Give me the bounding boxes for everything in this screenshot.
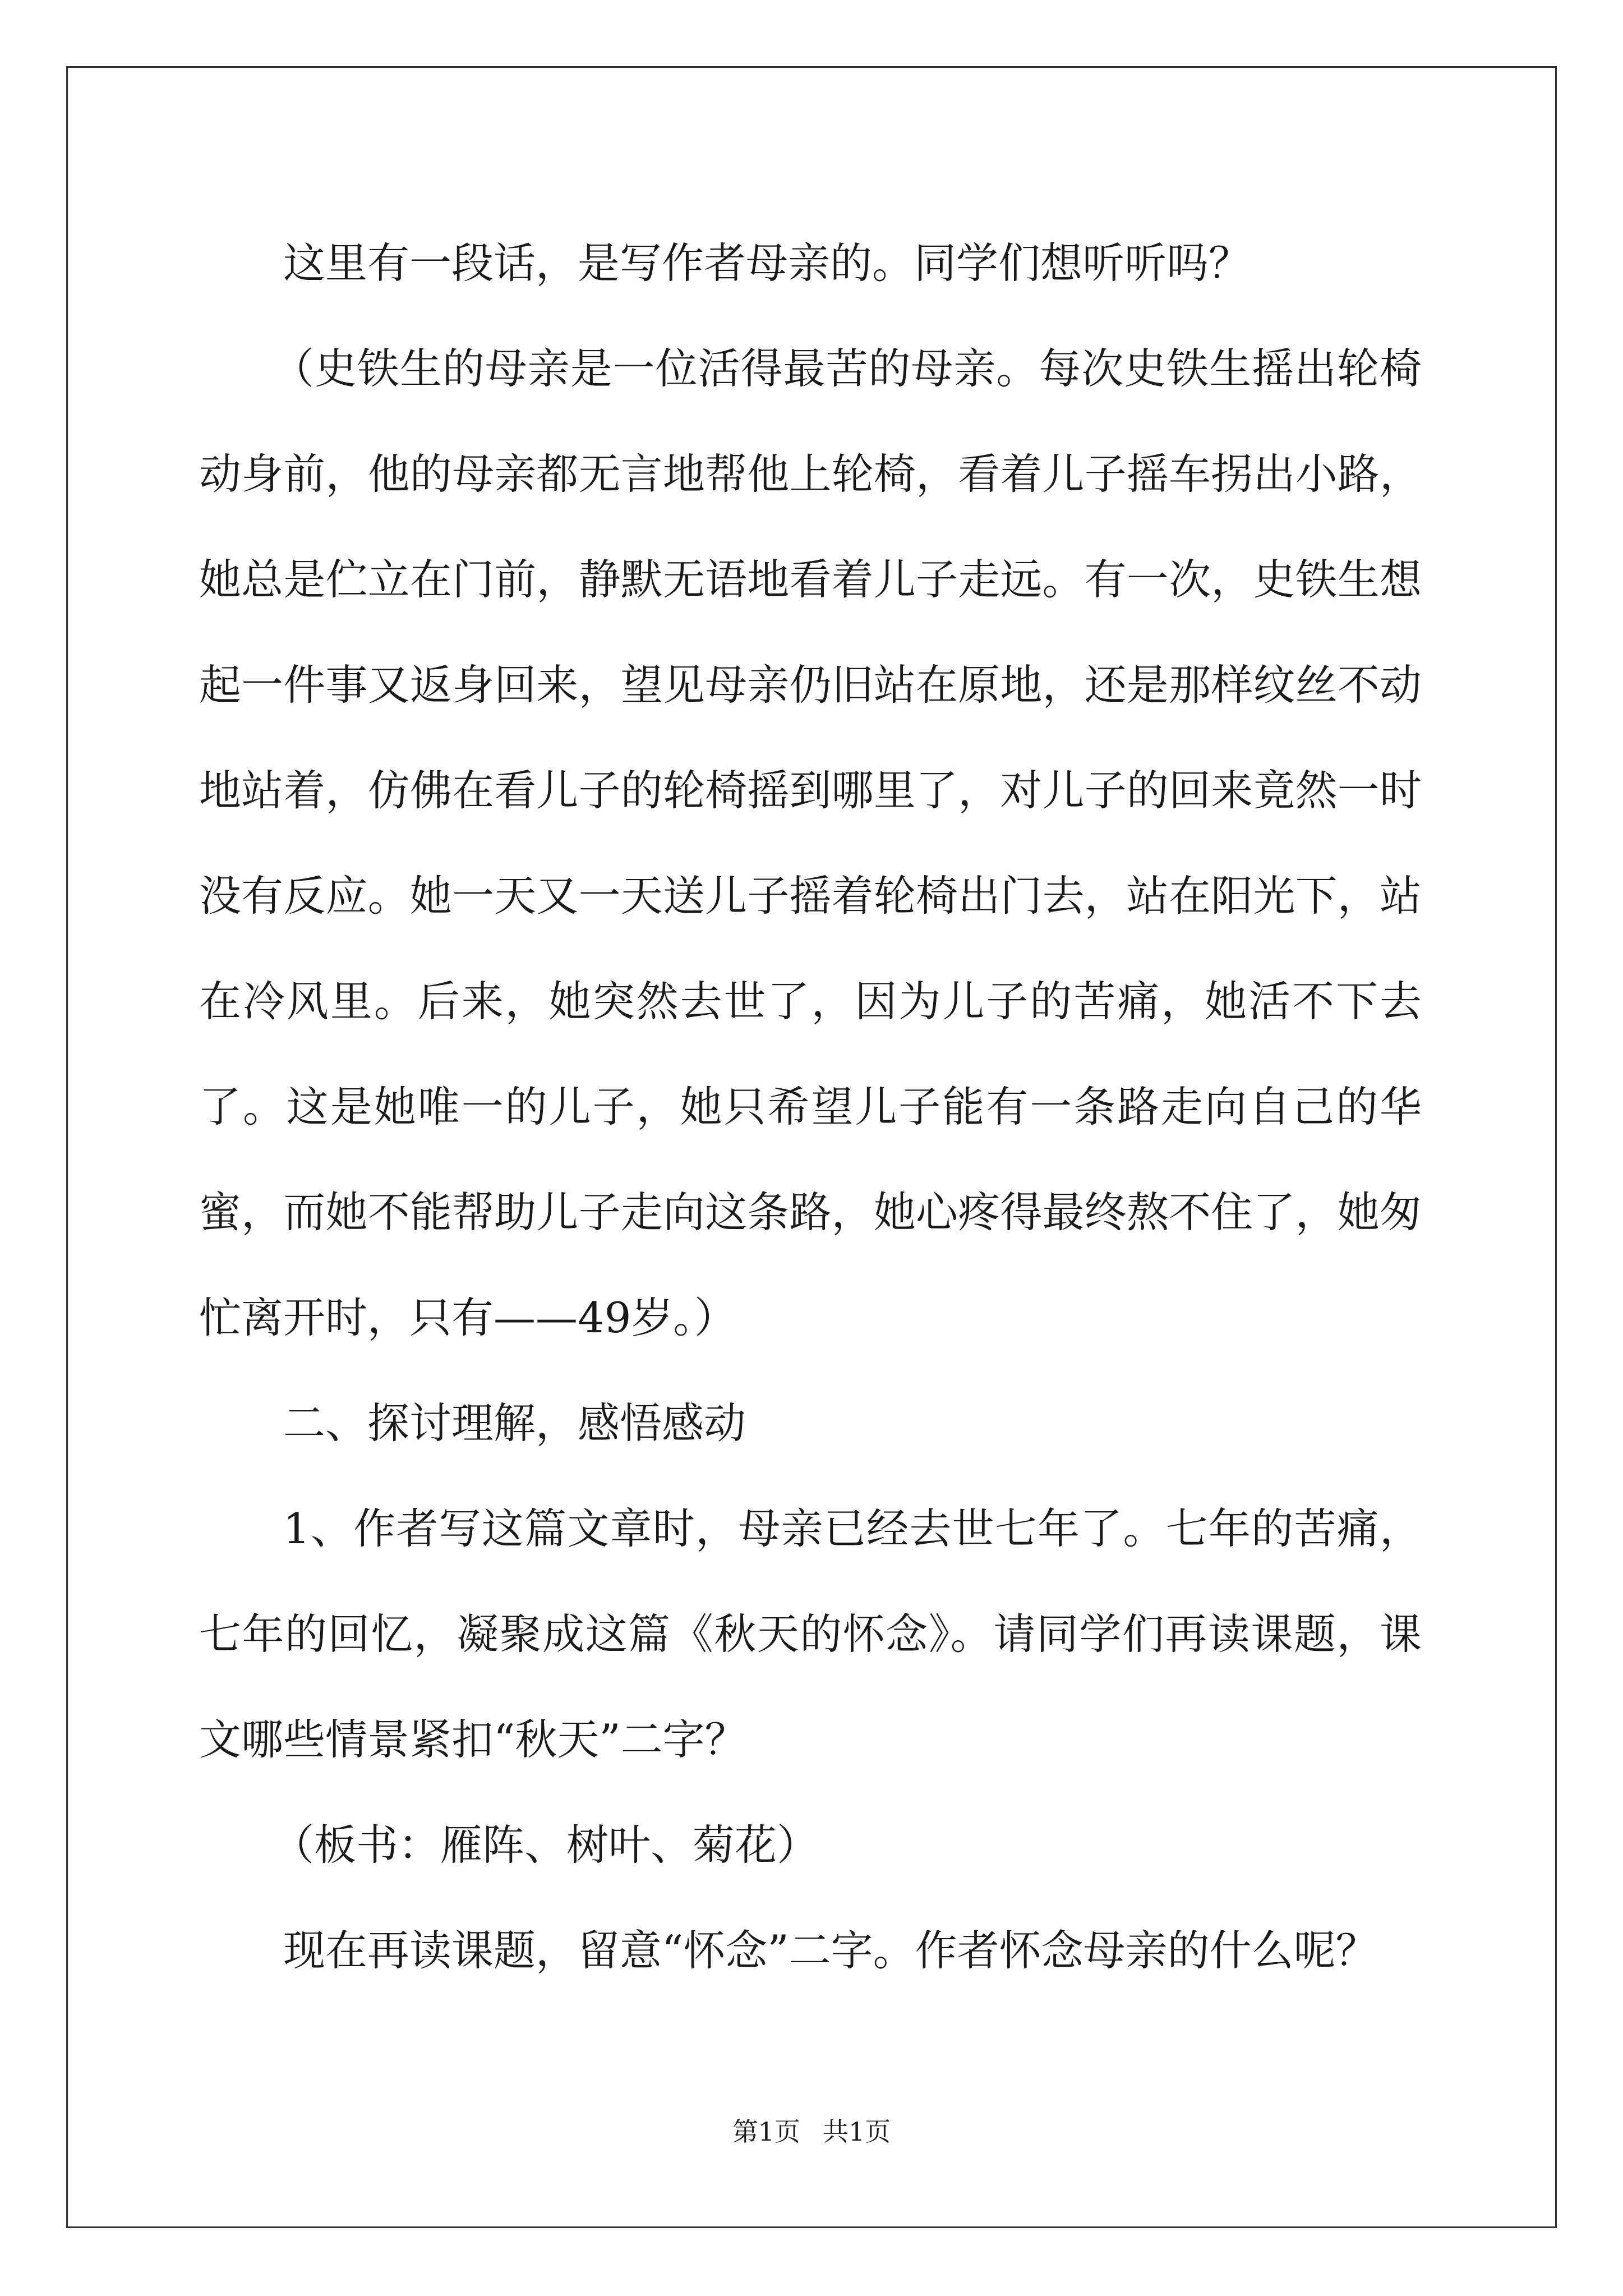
page-footer [0,2115,1623,2148]
page-number: 第1页 [732,2116,800,2147]
paragraph-blackboard-note: （板书：雁阵、树叶、菊花） [272,1820,819,1870]
section-heading: 二、探讨理解，感悟感动 [283,1398,746,1448]
paragraph-intro: 这里有一段话，是写作者母亲的。同学们想听听吗？ [283,238,1251,288]
page-total: 共1页 [823,2116,891,2147]
paragraph-mother-story: （史铁生的母亲是一位活得最苦的母亲。每次史铁生摇出轮椅动身前，他的母亲都无言地帮他上轮椅，看着儿子摇车拐出小路，她总是伫立在门前，静默无语地看着儿子走远。有一次，史铁生想起一件事又返身回来，望见母亲仍旧站在原地，还是那样纹丝不动地站着，仿佛在看儿子的轮椅摇到哪里了，对儿子的回来竟然一时没有反应。她一天又一天送儿子摇着轮椅出门去，站在阳光下，站在冷风里。后来，她突然去世了，因为儿子的苦痛，她活不下去了。这是她唯一的儿子，她只希望儿子能有一条路走向自己的华蜜，而她不能帮助儿子走向这条路，她心疼得最终熬不住了，她匆忙离开时，只有——49岁。） [199,344,1422,1342]
document-body [199,210,1422,2003]
paragraph-question-remembrance: 现在再读课题，留意“怀念”二字。作者怀念母亲的什么呢？ [283,1926,1378,1975]
paragraph-question-autumn: 1、作者写这篇文章时，母亲已经去世七年了。七年的苦痛，七年的回忆，凝聚成这篇《秋天的怀念》。请同学们再读课题，课文哪些情景紧扣“秋天”二字？ [199,1504,1422,1764]
